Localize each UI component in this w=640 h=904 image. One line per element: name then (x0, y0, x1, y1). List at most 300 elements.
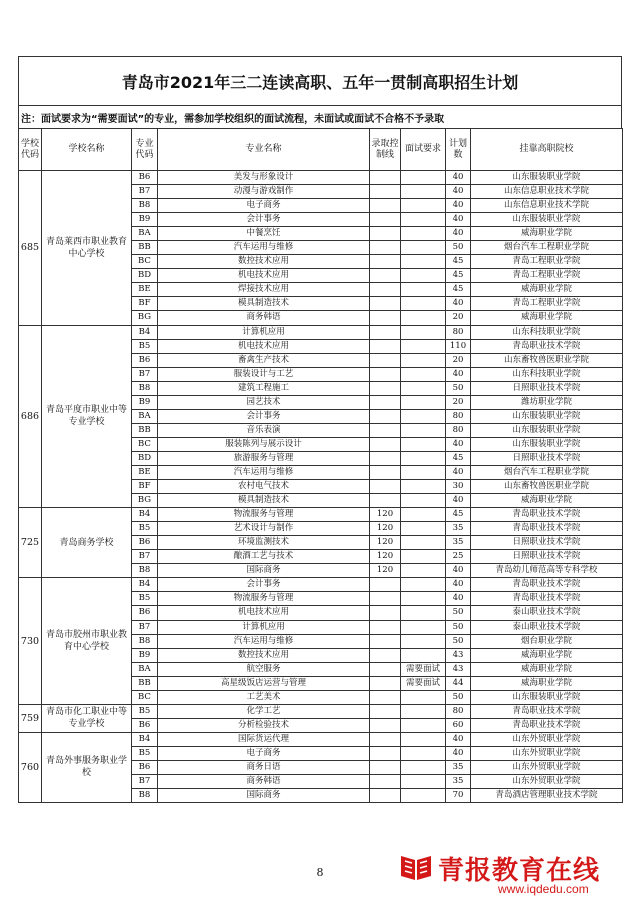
header-plan-count: 计划数 (446, 129, 471, 171)
college-cell: 山东外贸职业学院 (471, 732, 623, 746)
control-line-cell (370, 171, 401, 185)
major-name-cell: 会计事务 (158, 213, 370, 227)
major-code-cell: B6 (132, 718, 158, 732)
major-name-cell: 会计事务 (158, 409, 370, 423)
major-code-cell: B4 (132, 578, 158, 592)
major-name-cell: 数控技术应用 (158, 255, 370, 269)
plan-count-cell: 45 (446, 255, 471, 269)
major-name-cell: 汽车运用与维修 (158, 465, 370, 479)
control-line-cell (370, 676, 401, 690)
major-code-cell: B6 (132, 171, 158, 185)
plan-count-cell: 40 (446, 494, 471, 508)
school-name-cell: 青岛平度市职业中等专业学校 (42, 325, 132, 508)
control-line-cell (370, 199, 401, 213)
plan-count-cell: 70 (446, 789, 471, 803)
major-name-cell: 国际商务 (158, 564, 370, 578)
plan-count-cell: 20 (446, 353, 471, 367)
major-code-cell: B6 (132, 606, 158, 620)
plan-count-cell: 50 (446, 634, 471, 648)
major-code-cell: BB (132, 676, 158, 690)
college-cell: 日照职业技术学院 (471, 550, 623, 564)
college-cell: 日照职业技术学院 (471, 451, 623, 465)
interview-cell (401, 213, 446, 227)
plan-document (18, 56, 622, 803)
school-name-cell: 青岛外事服务职业学校 (42, 732, 132, 802)
major-code-cell: BE (132, 465, 158, 479)
interview-cell (401, 409, 446, 423)
control-line-cell (370, 718, 401, 732)
header-major-name: 专业名称 (158, 129, 370, 171)
interview-cell (401, 690, 446, 704)
major-name-cell: 园艺技术 (158, 395, 370, 409)
interview-cell (401, 508, 446, 522)
college-cell: 山东服装职业学院 (471, 690, 623, 704)
major-code-cell: B9 (132, 395, 158, 409)
interview-cell (401, 578, 446, 592)
control-line-cell: 120 (370, 508, 401, 522)
plan-count-cell: 20 (446, 395, 471, 409)
major-code-cell: B6 (132, 353, 158, 367)
control-line-cell (370, 283, 401, 297)
major-name-cell: 酿酒工艺与技术 (158, 550, 370, 564)
table-row (19, 171, 623, 185)
logo-brand-text: 青报教育在线 (438, 856, 601, 886)
major-code-cell: B8 (132, 789, 158, 803)
major-code-cell: B5 (132, 704, 158, 718)
plan-count-cell: 45 (446, 508, 471, 522)
interview-cell (401, 339, 446, 353)
plan-count-cell: 80 (446, 423, 471, 437)
major-name-cell: 机电技术应用 (158, 269, 370, 283)
major-code-cell: B8 (132, 634, 158, 648)
major-code-cell: BA (132, 409, 158, 423)
control-line-cell (370, 634, 401, 648)
major-code-cell: BD (132, 269, 158, 283)
header-control-line: 录取控制线 (370, 129, 401, 171)
college-cell: 日照职业技术学院 (471, 381, 623, 395)
plan-count-cell: 40 (446, 297, 471, 311)
plan-count-cell: 50 (446, 690, 471, 704)
plan-count-cell: 40 (446, 367, 471, 381)
major-name-cell: 美发与形象设计 (158, 171, 370, 185)
interview-cell (401, 789, 446, 803)
major-code-cell: BA (132, 662, 158, 676)
plan-count-cell: 40 (446, 465, 471, 479)
logo-url-text: www.iqdedu.com (498, 882, 589, 896)
plan-count-cell: 40 (446, 171, 471, 185)
control-line-cell (370, 241, 401, 255)
interview-cell (401, 465, 446, 479)
interview-cell (401, 648, 446, 662)
college-cell: 山东外贸职业学院 (471, 775, 623, 789)
interview-cell (401, 494, 446, 508)
major-code-cell: B8 (132, 564, 158, 578)
college-cell: 烟台汽车工程职业学院 (471, 465, 623, 479)
plan-count-cell: 20 (446, 311, 471, 325)
major-name-cell: 国际货运代理 (158, 732, 370, 746)
college-cell: 威海职业学院 (471, 676, 623, 690)
college-cell: 山东科技职业学院 (471, 325, 623, 339)
college-cell: 青岛幼儿师范高等专科学校 (471, 564, 623, 578)
table-header-row (19, 129, 623, 171)
interview-cell (401, 760, 446, 774)
major-name-cell: 畜禽生产技术 (158, 353, 370, 367)
control-line-cell (370, 760, 401, 774)
major-name-cell: 计算机应用 (158, 620, 370, 634)
college-cell: 烟台职业学院 (471, 634, 623, 648)
school-name-cell: 青岛市化工职业中等专业学校 (42, 704, 132, 732)
college-cell: 烟台汽车工程职业学院 (471, 241, 623, 255)
control-line-cell (370, 395, 401, 409)
major-name-cell: 模具制造技术 (158, 297, 370, 311)
plan-count-cell: 50 (446, 620, 471, 634)
interview-cell (401, 536, 446, 550)
major-name-cell: 汽车运用与维修 (158, 241, 370, 255)
control-line-cell (370, 690, 401, 704)
major-name-cell: 中餐烹饪 (158, 227, 370, 241)
interview-cell (401, 297, 446, 311)
major-code-cell: B7 (132, 550, 158, 564)
control-line-cell (370, 451, 401, 465)
college-cell: 山东服装职业学院 (471, 437, 623, 451)
plan-count-cell: 45 (446, 283, 471, 297)
plan-count-cell: 110 (446, 339, 471, 353)
control-line-cell (370, 381, 401, 395)
plan-count-cell: 25 (446, 550, 471, 564)
plan-count-cell: 40 (446, 578, 471, 592)
major-code-cell: B6 (132, 760, 158, 774)
college-cell: 山东服装职业学院 (471, 409, 623, 423)
interview-cell (401, 718, 446, 732)
college-cell: 青岛职业技术学院 (471, 704, 623, 718)
major-code-cell: B5 (132, 339, 158, 353)
college-cell: 青岛工程职业学院 (471, 297, 623, 311)
interview-cell (401, 620, 446, 634)
plan-count-cell: 40 (446, 437, 471, 451)
major-code-cell: B8 (132, 199, 158, 213)
interview-cell (401, 550, 446, 564)
control-line-cell (370, 339, 401, 353)
major-name-cell: 农村电气技术 (158, 480, 370, 494)
major-code-cell: BF (132, 480, 158, 494)
major-code-cell: BG (132, 311, 158, 325)
major-name-cell: 模具制造技术 (158, 494, 370, 508)
school-code-cell: 686 (19, 325, 42, 508)
plan-count-cell: 60 (446, 718, 471, 732)
control-line-cell (370, 423, 401, 437)
college-cell: 山东科技职业学院 (471, 367, 623, 381)
interview-cell (401, 199, 446, 213)
college-cell: 青岛职业技术学院 (471, 508, 623, 522)
major-name-cell: 商务韩语 (158, 311, 370, 325)
plan-count-cell: 40 (446, 227, 471, 241)
major-name-cell: 商务韩语 (158, 775, 370, 789)
major-code-cell: B6 (132, 536, 158, 550)
college-cell: 青岛职业技术学院 (471, 522, 623, 536)
plan-count-cell: 35 (446, 760, 471, 774)
table-row (19, 704, 623, 718)
major-code-cell: BB (132, 241, 158, 255)
interview-cell (401, 704, 446, 718)
major-code-cell: B9 (132, 648, 158, 662)
header-college: 挂靠高职院校 (471, 129, 623, 171)
major-code-cell: B5 (132, 746, 158, 760)
major-code-cell: B5 (132, 522, 158, 536)
control-line-cell (370, 480, 401, 494)
control-line-cell (370, 409, 401, 423)
college-cell: 泰山职业技术学院 (471, 606, 623, 620)
college-cell: 威海职业学院 (471, 227, 623, 241)
header-school-code: 学校代码 (19, 129, 42, 171)
interview-cell (401, 241, 446, 255)
college-cell: 日照职业技术学院 (471, 536, 623, 550)
plan-count-cell: 35 (446, 522, 471, 536)
college-cell: 潍坊职业学院 (471, 395, 623, 409)
major-name-cell: 工艺美术 (158, 690, 370, 704)
plan-count-cell: 40 (446, 746, 471, 760)
plan-count-cell: 80 (446, 409, 471, 423)
major-name-cell: 汽车运用与维修 (158, 634, 370, 648)
major-code-cell: B4 (132, 508, 158, 522)
interview-cell (401, 606, 446, 620)
control-line-cell (370, 746, 401, 760)
major-code-cell: BC (132, 690, 158, 704)
major-name-cell: 物流服务与管理 (158, 508, 370, 522)
major-name-cell: 服装设计与工艺 (158, 367, 370, 381)
major-code-cell: BB (132, 423, 158, 437)
plan-count-cell: 50 (446, 381, 471, 395)
college-cell: 山东服装职业学院 (471, 213, 623, 227)
interview-cell (401, 353, 446, 367)
college-cell: 威海职业学院 (471, 662, 623, 676)
major-code-cell: B9 (132, 213, 158, 227)
college-cell: 山东外贸职业学院 (471, 746, 623, 760)
college-cell: 威海职业学院 (471, 494, 623, 508)
interview-cell (401, 325, 446, 339)
table-body (19, 171, 623, 803)
major-code-cell: BE (132, 283, 158, 297)
major-code-cell: BA (132, 227, 158, 241)
major-code-cell: BC (132, 255, 158, 269)
interview-note: 注：面试要求为“需要面试”的专业，需参加学校组织的面试流程，未面试或面试不合格不予录取 (18, 105, 622, 128)
plan-count-cell: 35 (446, 775, 471, 789)
major-name-cell: 艺术设计与制作 (158, 522, 370, 536)
control-line-cell (370, 269, 401, 283)
control-line-cell (370, 789, 401, 803)
major-code-cell: B7 (132, 620, 158, 634)
plan-count-cell: 40 (446, 564, 471, 578)
table-row (19, 578, 623, 592)
plan-count-cell: 40 (446, 592, 471, 606)
interview-cell (401, 451, 446, 465)
major-name-cell: 焊接技术应用 (158, 283, 370, 297)
interview-cell (401, 283, 446, 297)
major-code-cell: B7 (132, 185, 158, 199)
plan-count-cell: 40 (446, 185, 471, 199)
school-code-cell: 725 (19, 508, 42, 578)
control-line-cell: 120 (370, 550, 401, 564)
college-cell: 青岛酒店管理职业技术学院 (471, 789, 623, 803)
college-cell: 威海职业学院 (471, 283, 623, 297)
control-line-cell (370, 494, 401, 508)
table-row (19, 508, 623, 522)
major-code-cell: B7 (132, 775, 158, 789)
major-code-cell: B4 (132, 732, 158, 746)
header-major-code: 专业代码 (132, 129, 158, 171)
school-code-cell: 730 (19, 578, 42, 704)
college-cell: 青岛工程职业学院 (471, 269, 623, 283)
major-code-cell: BC (132, 437, 158, 451)
major-code-cell: B7 (132, 367, 158, 381)
college-cell: 山东外贸职业学院 (471, 760, 623, 774)
interview-cell (401, 592, 446, 606)
major-code-cell: B4 (132, 325, 158, 339)
major-name-cell: 航空服务 (158, 662, 370, 676)
major-name-cell: 电子商务 (158, 199, 370, 213)
interview-cell (401, 269, 446, 283)
interview-cell (401, 367, 446, 381)
interview-cell (401, 522, 446, 536)
control-line-cell (370, 353, 401, 367)
control-line-cell (370, 325, 401, 339)
interview-cell: 需要面试 (401, 676, 446, 690)
major-name-cell: 环境监测技术 (158, 536, 370, 550)
school-code-cell: 759 (19, 704, 42, 732)
control-line-cell (370, 437, 401, 451)
major-code-cell: BG (132, 494, 158, 508)
major-name-cell: 国际商务 (158, 789, 370, 803)
plan-count-cell: 43 (446, 662, 471, 676)
plan-count-cell: 45 (446, 269, 471, 283)
control-line-cell (370, 227, 401, 241)
interview-cell (401, 480, 446, 494)
control-line-cell: 120 (370, 536, 401, 550)
interview-cell (401, 732, 446, 746)
college-cell: 山东信息职业技术学院 (471, 199, 623, 213)
interview-cell (401, 746, 446, 760)
school-code-cell: 760 (19, 732, 42, 802)
control-line-cell (370, 213, 401, 227)
major-code-cell: B8 (132, 381, 158, 395)
college-cell: 青岛职业技术学院 (471, 339, 623, 353)
major-code-cell: B5 (132, 592, 158, 606)
control-line-cell (370, 592, 401, 606)
college-cell: 青岛工程职业学院 (471, 255, 623, 269)
header-school-name: 学校名称 (42, 129, 132, 171)
interview-cell (401, 395, 446, 409)
plan-count-cell: 80 (446, 704, 471, 718)
college-cell: 山东畜牧兽医职业学院 (471, 353, 623, 367)
college-cell: 山东畜牧兽医职业学院 (471, 480, 623, 494)
interview-cell: 需要面试 (401, 662, 446, 676)
major-code-cell: BD (132, 451, 158, 465)
interview-cell (401, 775, 446, 789)
major-name-cell: 服装陈列与展示设计 (158, 437, 370, 451)
major-name-cell: 计算机应用 (158, 325, 370, 339)
major-name-cell: 电子商务 (158, 746, 370, 760)
major-name-cell: 商务日语 (158, 760, 370, 774)
control-line-cell (370, 704, 401, 718)
plan-count-cell: 30 (446, 480, 471, 494)
major-name-cell: 分析检验技术 (158, 718, 370, 732)
table-row (19, 732, 623, 746)
plan-count-cell: 50 (446, 606, 471, 620)
control-line-cell (370, 662, 401, 676)
plan-count-cell: 50 (446, 241, 471, 255)
college-cell: 威海职业学院 (471, 648, 623, 662)
plan-count-cell: 44 (446, 676, 471, 690)
major-name-cell: 会计事务 (158, 578, 370, 592)
major-name-cell: 建筑工程施工 (158, 381, 370, 395)
major-name-cell: 高星级饭店运营与管理 (158, 676, 370, 690)
school-code-cell: 685 (19, 171, 42, 326)
interview-cell (401, 171, 446, 185)
major-name-cell: 数控技术应用 (158, 648, 370, 662)
interview-cell (401, 564, 446, 578)
college-cell: 青岛职业技术学院 (471, 718, 623, 732)
major-name-cell: 机电技术应用 (158, 339, 370, 353)
interview-cell (401, 227, 446, 241)
control-line-cell (370, 620, 401, 634)
plan-count-cell: 40 (446, 732, 471, 746)
major-code-cell: BF (132, 297, 158, 311)
major-name-cell: 机电技术应用 (158, 606, 370, 620)
control-line-cell (370, 578, 401, 592)
major-name-cell: 音乐表演 (158, 423, 370, 437)
control-line-cell (370, 775, 401, 789)
control-line-cell: 120 (370, 522, 401, 536)
plan-count-cell: 43 (446, 648, 471, 662)
interview-cell (401, 311, 446, 325)
control-line-cell (370, 367, 401, 381)
header-interview: 面试要求 (401, 129, 446, 171)
control-line-cell: 120 (370, 564, 401, 578)
control-line-cell (370, 606, 401, 620)
college-cell: 山东服装职业学院 (471, 171, 623, 185)
college-cell: 山东信息职业技术学院 (471, 185, 623, 199)
control-line-cell (370, 297, 401, 311)
interview-cell (401, 381, 446, 395)
page-number: 8 (316, 866, 324, 879)
interview-cell (401, 255, 446, 269)
plan-count-cell: 40 (446, 199, 471, 213)
college-cell: 青岛职业技术学院 (471, 578, 623, 592)
control-line-cell (370, 465, 401, 479)
plan-count-cell: 80 (446, 325, 471, 339)
major-name-cell: 物流服务与管理 (158, 592, 370, 606)
school-name-cell: 青岛莱西市职业教育中心学校 (42, 171, 132, 326)
interview-cell (401, 437, 446, 451)
interview-cell (401, 634, 446, 648)
interview-cell (401, 423, 446, 437)
table-row (19, 325, 623, 339)
control-line-cell (370, 311, 401, 325)
control-line-cell (370, 732, 401, 746)
site-logo (398, 848, 636, 898)
college-cell: 威海职业学院 (471, 311, 623, 325)
page-title: 青岛市2021年三二连读高职、五年一贯制高职招生计划 (18, 56, 622, 105)
book-logo-icon (398, 848, 434, 884)
school-name-cell: 青岛商务学校 (42, 508, 132, 578)
major-name-cell: 旅游服务与管理 (158, 451, 370, 465)
control-line-cell (370, 185, 401, 199)
enrollment-table (18, 128, 623, 803)
plan-count-cell: 45 (446, 451, 471, 465)
college-cell: 山东服装职业学院 (471, 423, 623, 437)
school-name-cell: 青岛市胶州市职业教育中心学校 (42, 578, 132, 704)
major-name-cell: 动漫与游戏制作 (158, 185, 370, 199)
college-cell: 泰山职业技术学院 (471, 620, 623, 634)
